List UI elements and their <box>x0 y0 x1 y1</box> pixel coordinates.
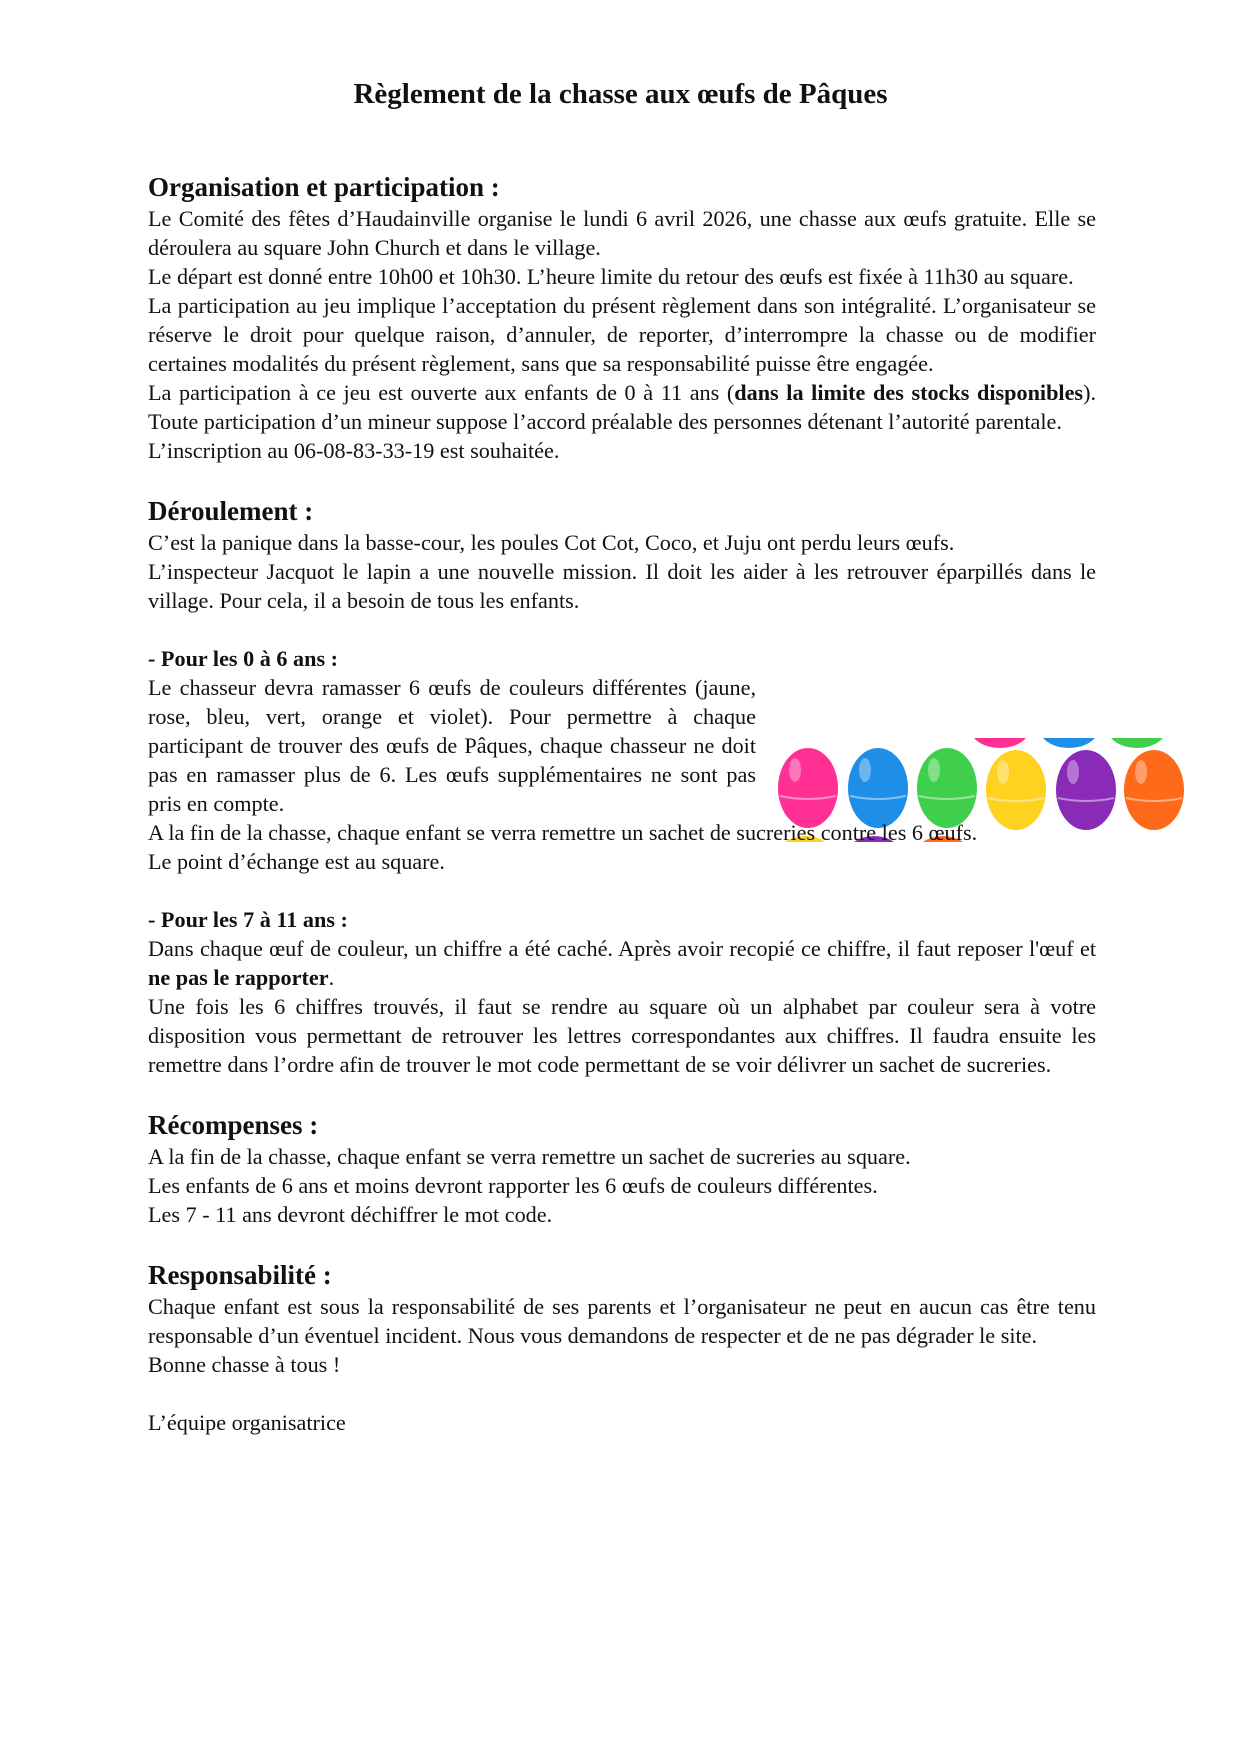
group-7-11-paragraph-1 <box>148 934 1096 992</box>
responsabilite-paragraph-1: Chaque enfant est sous la responsabilité de ses parents et l’organisateur ne peut en aucun cas être tenu responsable d’un éventuel incident. Nous vous demandons de respecter et de ne pas dégrader le site. <box>148 1294 1096 1348</box>
deroulement-paragraph-1: C’est la panique dans la basse-cour, les poules Cot Cot, Coco, et Juju ont perdu leurs œufs. <box>148 530 955 555</box>
recompenses-paragraph-2: Les enfants de 6 ans et moins devront rapporter les 6 œufs de couleurs différentes. <box>148 1173 878 1198</box>
recompenses-paragraph-3: Les 7 - 11 ans devront déchiffrer le mot code. <box>148 1202 553 1227</box>
heading-organisation: Organisation et participation : <box>148 172 500 202</box>
deroulement-paragraph-2: L’inspecteur Jacquot le lapin a une nouvelle mission. Il doit les aider à les retrouver éparpillés dans le village. Pour cela, il a besoin de tous les enfants. <box>148 559 1096 613</box>
organisation-p4-bold: dans la limite des stocks disponibles <box>734 380 1084 405</box>
group-7-11-paragraph-2: Une fois les 6 chiffres trouvés, il faut se rendre au square où un alphabet par couleur sera à votre disposition vous permettant de retrouver les lettres correspondantes aux chiffres. Il faudra ensuite les remettre dans l’ordre afin de trouver le mot code permettant de se voir délivrer un sachet de sucreries. <box>148 994 1096 1077</box>
heading-recompenses: Récompenses : <box>148 1110 319 1140</box>
organisation-paragraph-5: L’inscription au 06-08-83-33-19 est souhaitée. <box>148 438 560 463</box>
heading-deroulement: Déroulement : <box>148 496 314 526</box>
organisation-p4-end: ). Toute participation d’un mineur suppose l’accord préalable des personnes détenant l’autorité parentale. <box>148 380 1096 434</box>
group-0-6-paragraph-1: Le chasseur devra ramasser 6 œufs de couleurs différentes (jaune, rose, bleu, vert, orange et violet). Pour permettre à chaque participant de trouver des œufs de Pâques, chaque chasseur ne doit pas en ramasser plus de 6. Les œufs supplémentaires ne sont pas pris en compte. <box>148 675 756 816</box>
responsabilite-paragraph-2: Bonne chasse à tous ! <box>148 1352 341 1377</box>
egg-top-green <box>1107 738 1167 748</box>
organisation-paragraph-1: Le Comité des fêtes d’Haudainville organise le lundi 6 avril 2026, une chasse aux œufs gratuite. Elle se déroulera au square John Church et dans le village. <box>148 206 1096 260</box>
group-7-11-p1-start: Dans chaque œuf de couleur, un chiffre a été caché. Après avoir recopié ce chiffre, il faut reposer l'œuf et <box>148 936 1096 961</box>
group-0-6-title: - Pour les 0 à 6 ans : <box>148 646 339 671</box>
heading-responsabilite: Responsabilité : <box>148 1260 332 1290</box>
document-body <box>148 170 1096 1437</box>
group-0-6-paragraph-3: Le point d’échange est au square. <box>148 849 445 874</box>
signature: L’équipe organisatrice <box>148 1410 346 1435</box>
organisation-p4-start: La participation à ce jeu est ouverte aux enfants de 0 à 11 ans ( <box>148 380 735 405</box>
organisation-paragraph-4 <box>148 378 1096 436</box>
egg-orange <box>1124 750 1184 830</box>
group-7-11-p1-end: . <box>328 965 335 990</box>
organisation-paragraph-2: Le départ est donné entre 10h00 et 10h30. L’heure limite du retour des œufs est fixée à 11h30 au square. <box>148 264 1074 289</box>
recompenses-paragraph-1: A la fin de la chasse, chaque enfant se verra remettre un sachet de sucreries au square. <box>148 1144 911 1169</box>
page-title: Règlement de la chasse aux œufs de Pâques <box>353 78 888 110</box>
group-0-6-paragraph-2: A la fin de la chasse, chaque enfant se verra remettre un sachet de sucreries contre les 6 œufs. <box>148 820 978 845</box>
organisation-paragraph-3: La participation au jeu implique l’acceptation du présent règlement dans son intégralité. L’organisateur se réserve le droit pour quelque raison, d’annuler, de reporter, d’interrompre la chasse ou de modifier certaines modalités du présent règlement, sans que sa responsabilité puisse être engagée. <box>148 293 1096 376</box>
group-7-11-p1-bold: ne pas le rapporter <box>148 965 329 990</box>
group-7-11-title: - Pour les 7 à 11 ans : <box>148 907 348 932</box>
